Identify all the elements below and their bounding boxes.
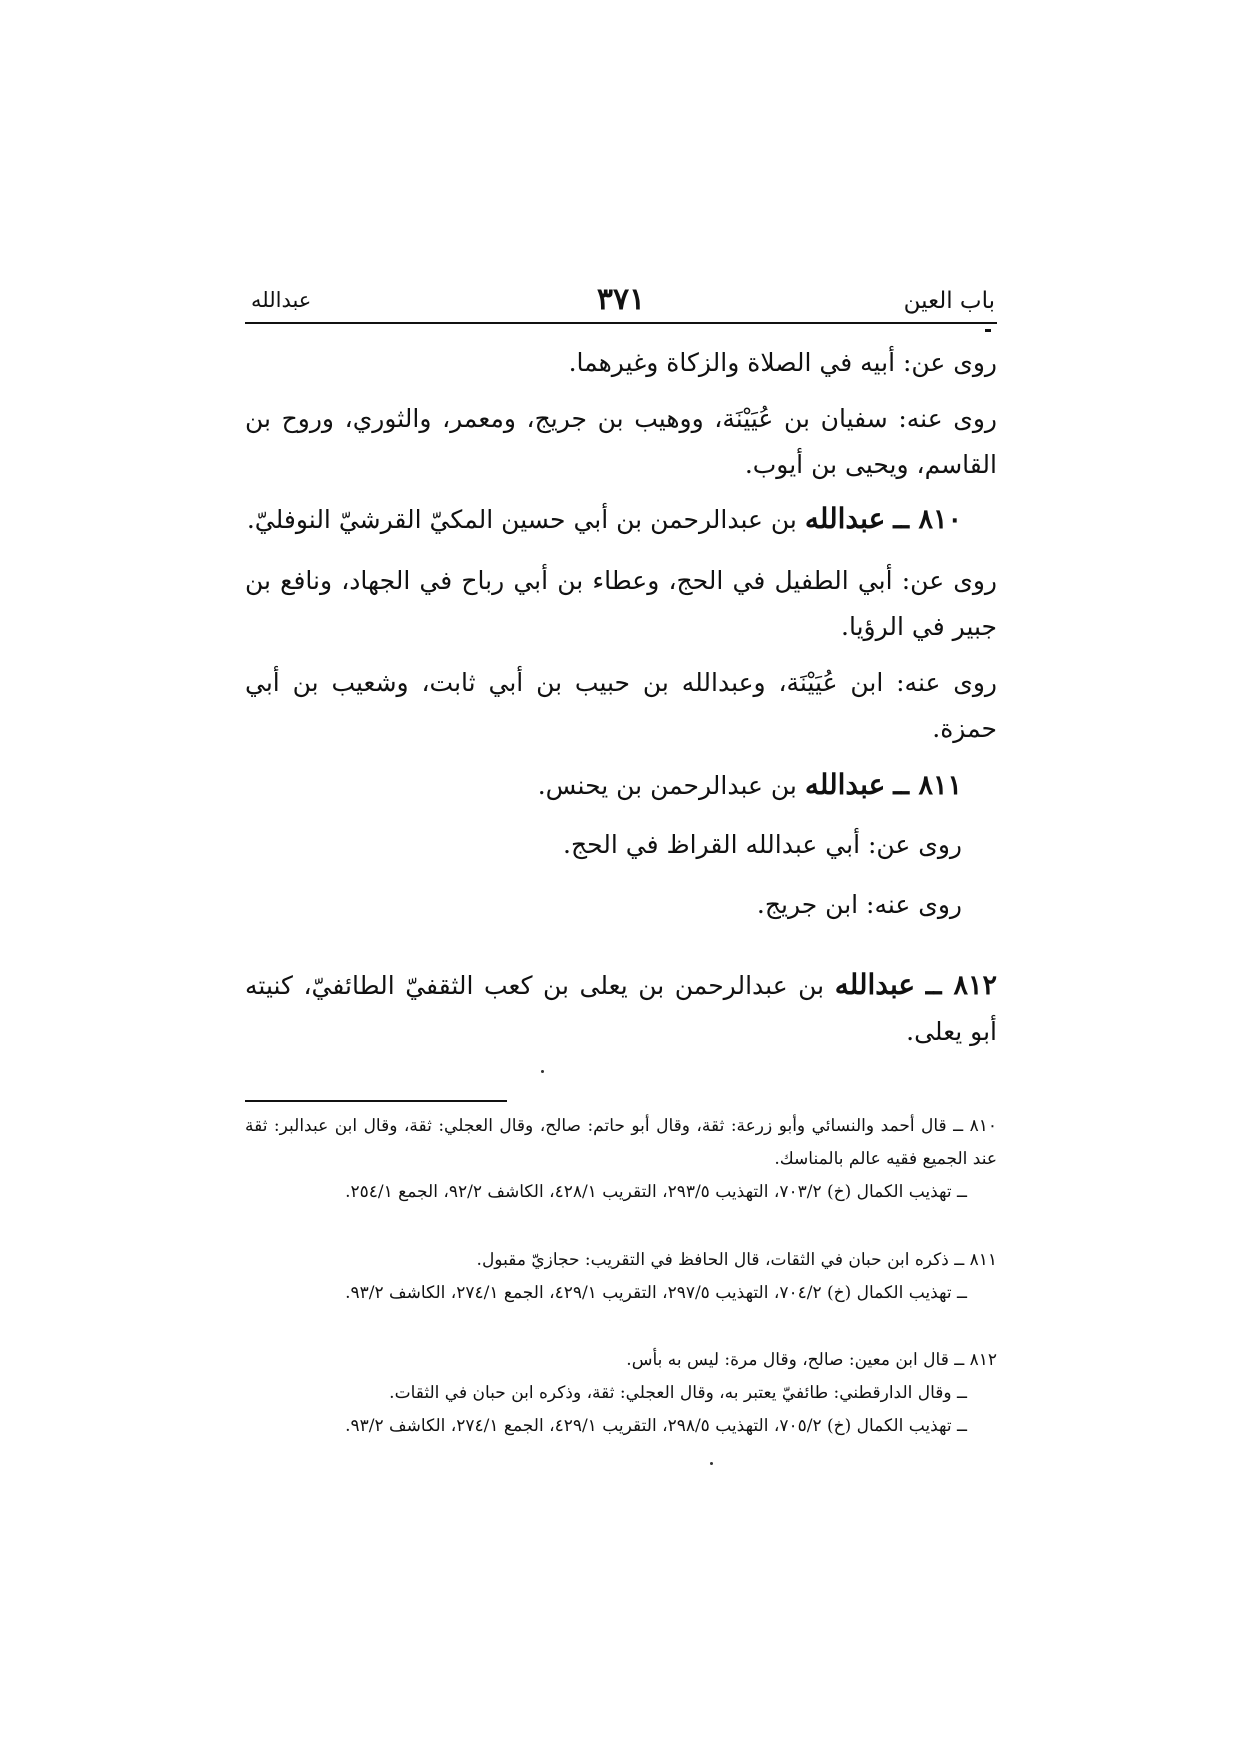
book-page <box>245 0 997 1754</box>
print-speck <box>710 1462 713 1465</box>
narrated-by-paragraph: روى عنه: ابن جريج. <box>756 890 962 919</box>
narrated-by-paragraph: روى عنه: سفيان بن عُيَيْنَة، ووهيب بن جريج، ومعمر، والثوري، وروح بن القاسم، ويحيى بن أيوب. <box>245 404 997 479</box>
page-number: ٣٧١ <box>596 282 646 317</box>
footnote-812: ٨١٢ ــ قال ابن معين: صالح، وقال مرة: ليس به بأس. <box>626 1350 997 1370</box>
print-speck <box>541 1070 544 1073</box>
narrated-from-paragraph: روى عن: أبيه في الصلاة والزكاة وغيرهما. <box>568 348 997 377</box>
footnote-811-sources: ــ تهذيب الكمال (خ) ٧٠٤/٢، التهذيب ٢٩٧/٥، التقريب ٤٢٩/١، الجمع ٢٧٤/١، الكاشف ٩٣/٢. <box>345 1283 967 1303</box>
entry-heading-812 <box>245 962 997 1055</box>
entry-name: عبدالله <box>804 768 886 801</box>
chapter-title: باب العين <box>903 288 995 314</box>
entry-name: عبدالله <box>804 502 886 535</box>
entry-lineage: بن عبدالرحمن بن أبي حسين المكيّ القرشيّ النوفليّ. <box>246 505 797 534</box>
entry-number: ٨١٠ ــ <box>893 504 962 535</box>
entry-number: ٨١٢ ــ <box>925 970 998 1001</box>
entry-lineage: بن عبدالرحمن بن يحنس. <box>537 771 797 800</box>
footnote-811: ٨١١ ــ ذكره ابن حبان في الثقات، قال الحافظ في التقريب: حجازيّ مقبول. <box>476 1250 997 1270</box>
entry-name: عبدالله <box>834 968 916 1001</box>
running-title: عبدالله <box>251 288 312 312</box>
entry-number: ٨١١ ــ <box>893 770 962 801</box>
footnote-812-sources: ــ تهذيب الكمال (خ) ٧٠٥/٢، التهذيب ٢٩٨/٥، التقريب ٤٢٩/١، الجمع ٢٧٤/١، الكاشف ٩٣/٢. <box>345 1416 967 1436</box>
footnote-rule <box>245 1100 507 1102</box>
narrated-from-paragraph: روى عن: أبي عبدالله القراظ في الحج. <box>563 830 962 859</box>
header-rule-mark <box>985 329 991 332</box>
footnote-810-sources: ــ تهذيب الكمال (خ) ٧٠٣/٢، التهذيب ٢٩٣/٥، التقريب ٤٢٨/١، الكاشف ٩٢/٢، الجمع ٢٥٤/١. <box>345 1182 967 1202</box>
entry-heading-810 <box>245 496 962 543</box>
footnote-810: ٨١٠ ــ قال أحمد والنسائي وأبو زرعة: ثقة، وقال أبو حاتم: صالح، وقال العجلي: ثقة، وقال ابن عبدالبر: ثقة عند الجميع فقيه عالم بالمناسك. <box>245 1116 997 1169</box>
footnote-812-note: ــ وقال الدارقطني: طائفيّ يعتبر به، وقال العجلي: ثقة، وذكره ابن حبان في الثقات. <box>389 1383 967 1403</box>
narrated-from-paragraph: روى عن: أبي الطفيل في الحج، وعطاء بن أبي رباح في الجهاد، ونافع بن جبير في الرؤيا. <box>245 566 997 641</box>
narrated-by-paragraph: روى عنه: ابن عُيَيْنَة، وعبدالله بن حبيب بن أبي ثابت، وشعيب بن أبي حمزة. <box>245 668 997 743</box>
entry-heading-811 <box>245 762 962 809</box>
running-header <box>245 282 997 322</box>
header-rule <box>245 322 997 324</box>
entry-lineage: بن عبدالرحمن بن يعلى بن كعب الثقفيّ الطائفيّ، كنيته أبو يعلى. <box>245 971 997 1046</box>
